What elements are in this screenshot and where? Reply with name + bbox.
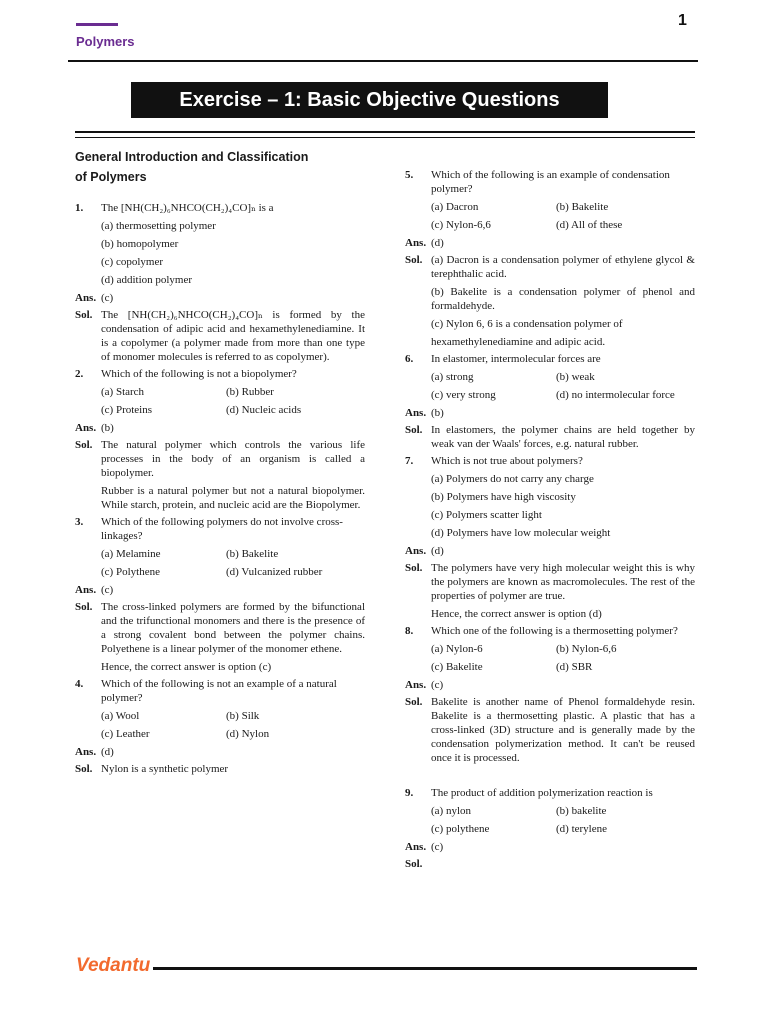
option: (c) very strong (431, 389, 496, 401)
spacer (405, 768, 695, 786)
option: (b) Polymers have high viscosity (431, 491, 576, 503)
option: (b) Bakelite (226, 548, 279, 560)
solution-label: Sol. (75, 763, 93, 775)
answer-label: Ans. (405, 841, 427, 853)
option: (c) Proteins (101, 404, 153, 416)
answer-value: (b) (101, 422, 114, 434)
section-heading-line2: of Polymers (75, 170, 147, 184)
question-text: Which is not true about polymers? (431, 455, 583, 467)
answer-row (75, 291, 365, 305)
solution-row (405, 253, 695, 349)
solution-text: (a) Dacron is a condensation polymer of ethylene glycol & terephthalic acid. (431, 254, 695, 280)
options-grid (75, 547, 365, 579)
question-7 (405, 454, 695, 468)
solution-label: Sol. (405, 424, 423, 436)
question-9 (405, 786, 695, 800)
option: (d) Vulcanized rubber (226, 566, 323, 578)
answer-row (405, 678, 695, 692)
question-number: 3. (75, 516, 84, 528)
solution-text: The [NH(CH₂)₆NHCO(CH₂)₄CO]ₙ is formed by the condensation of adipic acid and hexamethylenediamine. It is a copolymer (a polymer made from more than one type of monomer molecules is referred to as copolymer). (101, 309, 365, 363)
solution-label: Sol. (405, 858, 423, 870)
solution-label: Sol. (75, 309, 93, 321)
option: (b) Bakelite (556, 201, 609, 213)
solution-text: Nylon is a synthetic polymer (101, 763, 229, 775)
question-text: The [NH(CH₂)₆NHCO(CH₂)₄CO]ₙ is a (101, 202, 274, 214)
options-grid (405, 370, 695, 402)
option: (d) addition polymer (101, 274, 193, 286)
answer-value: (b) (431, 407, 444, 419)
question-text: Which of the following polymers do not involve cross-linkages? (101, 516, 343, 542)
solution-text: The polymers have very high molecular weight this is why the polymers are known as macromolecules. The rest of the properties of polymer are true. (431, 562, 695, 602)
answer-value: (c) (431, 841, 444, 853)
question-number: 7. (405, 455, 414, 467)
option: (b) bakelite (556, 805, 607, 817)
answer-label: Ans. (405, 545, 427, 557)
question-number: 4. (75, 678, 84, 690)
title-rule-thick (75, 131, 695, 133)
question-number: 2. (75, 368, 84, 380)
answer-label: Ans. (405, 407, 427, 419)
question-text: Which of the following is not a biopolymer? (101, 368, 297, 380)
options-grid (75, 709, 365, 741)
option: (c) Bakelite (431, 661, 483, 673)
option: (d) terylene (556, 823, 607, 835)
solution-text: (b) Bakelite is a condensation polymer of phenol and formaldehyde. (431, 286, 695, 312)
option: (d) All of these (556, 219, 623, 231)
question-text: Which of the following is an example of condensation polymer? (431, 169, 670, 195)
answer-label: Ans. (405, 237, 427, 249)
question-4 (75, 677, 365, 705)
question-3 (75, 515, 365, 543)
option: (c) Polythene (101, 566, 160, 578)
option: (b) homopolymer (101, 238, 179, 250)
solution-row (75, 308, 365, 364)
answer-row (405, 544, 695, 558)
answer-row (405, 236, 695, 250)
option: (a) Starch (101, 386, 145, 398)
answer-value: (d) (101, 746, 114, 758)
options-grid (405, 642, 695, 674)
answer-label: Ans. (75, 584, 97, 596)
question-6 (405, 352, 695, 366)
solution-row (405, 695, 695, 765)
solution-text: Bakelite is another name of Phenol formaldehyde resin. Bakelite is a thermosetting plastic. A plastic that has a cross-linked (3D) structure and is generally made by the condensation polymerization method. It can't be reused once it is processed. (431, 696, 695, 764)
option: (d) SBR (556, 661, 593, 673)
answer-row (75, 583, 365, 597)
options-grid (405, 804, 695, 836)
solution-row (405, 857, 695, 871)
question-number: 1. (75, 202, 84, 214)
footer-rule (153, 967, 697, 970)
option: (a) Dacron (431, 201, 479, 213)
solution-text: Hence, the correct answer is option (c) (101, 661, 272, 673)
option: (d) Nucleic acids (226, 404, 302, 416)
question-text: In elastomer, intermolecular forces are (431, 353, 601, 365)
answer-value: (c) (431, 679, 444, 691)
title-rule-thin (75, 137, 695, 138)
question-number: 6. (405, 353, 414, 365)
option: (d) no intermolecular force (556, 389, 675, 401)
option: (c) Leather (101, 728, 150, 740)
solution-text: The natural polymer which controls the various life processes in the body of an organism is called a biopolymer. (101, 439, 365, 479)
solution-text: Rubber is a natural polymer but not a natural biopolymer. While starch, protein, and nucleic acid are the Biopolymer. (101, 485, 365, 511)
answer-label: Ans. (75, 746, 97, 758)
exercise-title-banner (131, 82, 608, 118)
answer-label: Ans. (75, 292, 97, 304)
option: (a) strong (431, 371, 474, 383)
question-text: The product of addition polymerization reaction is (431, 787, 653, 799)
option: (b) weak (556, 371, 595, 383)
solution-label: Sol. (405, 254, 423, 266)
option: (d) Polymers have low molecular weight (431, 527, 611, 539)
exercise-title: Exercise – 1: Basic Objective Questions (179, 88, 560, 111)
question-5 (405, 168, 695, 196)
option: (c) Nylon-6,6 (431, 219, 491, 231)
question-text: Which one of the following is a thermosetting polymer? (431, 625, 678, 637)
subject-title: Polymers (76, 34, 135, 49)
left-column (75, 147, 365, 779)
question-8 (405, 624, 695, 638)
options-grid (75, 385, 365, 417)
answer-value: (d) (431, 545, 444, 557)
option: (b) Nylon-6,6 (556, 643, 617, 655)
section-heading-line1: General Introduction and Classification (75, 150, 309, 164)
question-2 (75, 367, 365, 381)
vedantu-logo: Vedantu (76, 955, 151, 976)
answer-row (75, 745, 365, 759)
option: (b) Rubber (226, 386, 274, 398)
answer-value: (d) (431, 237, 444, 249)
option: (a) Melamine (101, 548, 161, 560)
question-number: 9. (405, 787, 414, 799)
solution-row (405, 561, 695, 621)
page-number: 1 (678, 12, 687, 29)
solution-label: Sol. (405, 562, 423, 574)
solution-label: Sol. (75, 439, 93, 451)
option: (a) Wool (101, 710, 140, 722)
question-1 (75, 201, 365, 215)
answer-value: (c) (101, 584, 114, 596)
question-number: 5. (405, 169, 414, 181)
solution-row (405, 423, 695, 451)
question-text: Which of the following is not an example of a natural polymer? (101, 678, 337, 704)
option: (a) Polymers do not carry any charge (431, 473, 594, 485)
answer-row (405, 406, 695, 420)
solution-label: Sol. (75, 601, 93, 613)
answer-label: Ans. (405, 679, 427, 691)
question-number: 8. (405, 625, 414, 637)
header-rule (68, 60, 698, 62)
option: (c) polythene (431, 823, 490, 835)
solution-label: Sol. (405, 696, 423, 708)
option: (c) Polymers scatter light (431, 509, 542, 521)
solution-text: In elastomers, the polymer chains are held together by weak van der Waals' forces, e.g. natural rubber. (431, 424, 695, 450)
solution-text: Hence, the correct answer is option (d) (431, 608, 602, 620)
section-heading (75, 147, 365, 187)
answer-value: (c) (101, 292, 114, 304)
options-grid (405, 200, 695, 232)
answer-row (405, 840, 695, 854)
solution-text: The cross-linked polymers are formed by the bifunctional and the trifunctional monomers and there is the presence of a strong covalent bond between the polymer chains. Polyethene is a linear polymer of the monomer ethene. (101, 601, 365, 655)
right-column (405, 168, 695, 874)
answer-row (75, 421, 365, 435)
solution-row (75, 600, 365, 674)
answer-label: Ans. (75, 422, 97, 434)
option: (d) Nylon (226, 728, 270, 740)
solution-text: hexamethylenediamine and adipic acid. (431, 336, 606, 348)
option: (c) copolymer (101, 256, 163, 268)
solution-text: (c) Nylon 6, 6 is a condensation polymer of (431, 318, 623, 330)
solution-row (75, 438, 365, 512)
solution-row (75, 762, 365, 776)
header-accent-bar (76, 23, 118, 26)
option: (a) nylon (431, 805, 472, 817)
option: (b) Silk (226, 710, 260, 722)
option: (a) Nylon-6 (431, 643, 483, 655)
option: (a) thermosetting polymer (101, 220, 216, 232)
